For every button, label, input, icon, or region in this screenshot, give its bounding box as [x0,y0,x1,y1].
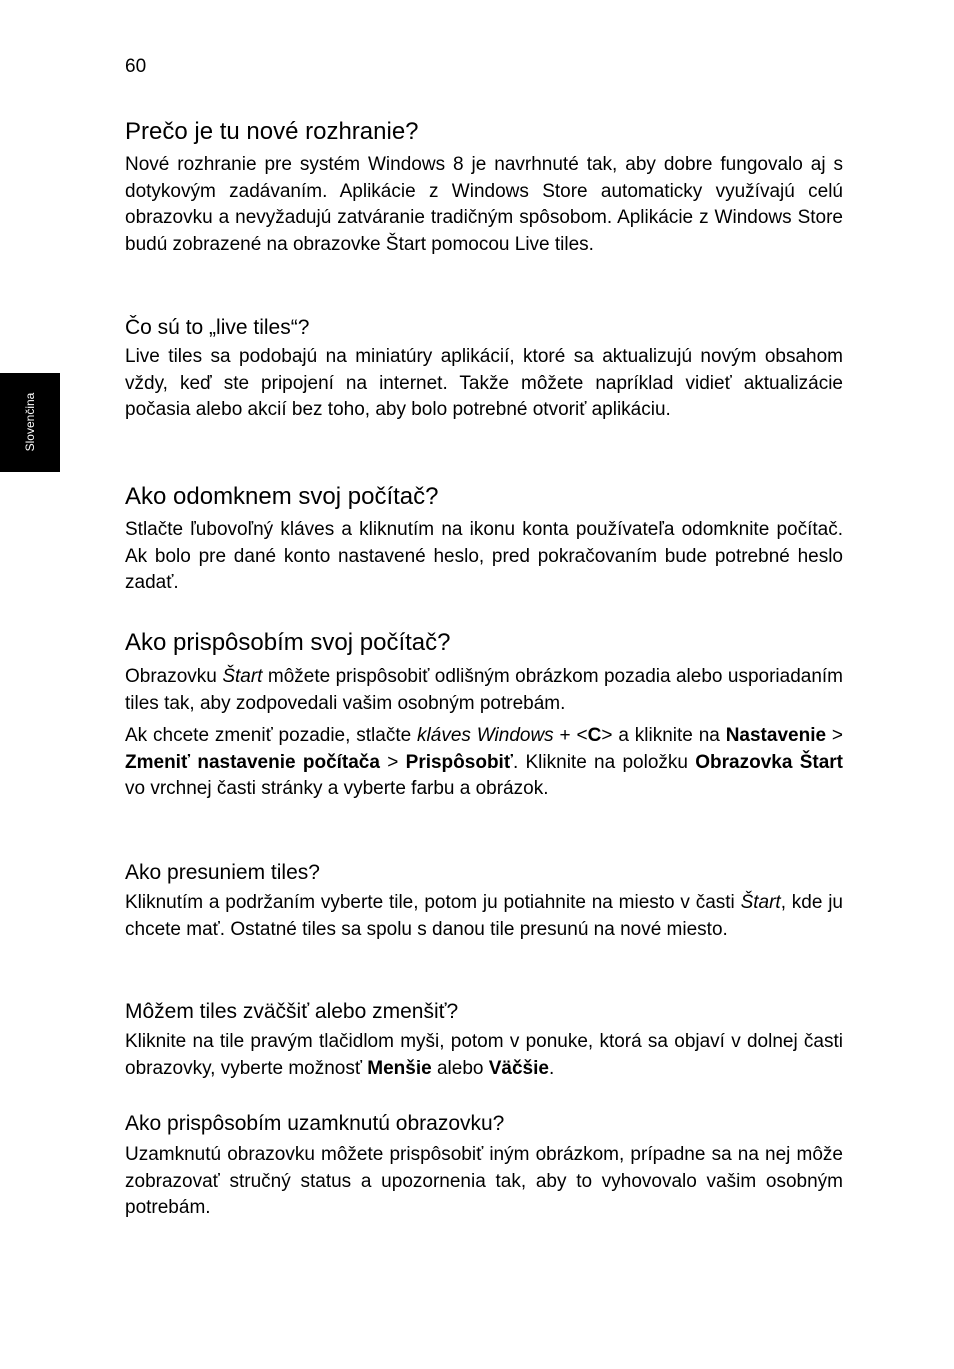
heading-unlock-computer: Ako odomknem svoj počítač? [125,483,439,510]
heading-new-interface: Prečo je tu nové rozhranie? [125,118,419,145]
paragraph-personalize-intro: Obrazovku Štart môžete prispôsobiť odlišným obrázkom pozadia alebo usporiadaním tiles tak, aby zodpovedali vašim osobným potrebám. [125,666,844,714]
paragraph-personalize-steps: Ak chcete zmeniť pozadie, stlačte kláves Windows + <C> a kliknite na Nastavenie > Zmeniť nastavenie počítača > Prispôsobiť. Kliknite na položku Obrazovka Štart vo vrchnej časti stránky a vyberte farbu a obrázok. [125,725,844,799]
heading-lock-screen: Ako prispôsobím uzamknutú obrazovku? [125,1112,505,1135]
paragraph-unlock-computer: Stlačte ľubovoľný kláves a kliknutím na ikonu konta používateľa odomknite počítač. Ak bolo pre dané konto nastavené heslo, pred pokračovaním bude potrebné heslo zadať. [125,519,843,593]
language-label: Slovenčina [23,392,37,452]
paragraph-new-interface: Nové rozhranie pre systém Windows 8 je navrhnuté tak, aby dobre fungovalo aj s dotykovým zadávaním. Aplikácie z Windows Store automaticky využívajú celú obrazovku a nevyžadujú zatváranie tradičným spôsobom. Aplikácie z Windows Store budú zobrazené na obrazovke Štart pomocou Live tiles. [125,154,843,255]
paragraph-move-tiles: Kliknutím a podržaním vyberte tile, potom ju potiahnite na miesto v časti Štart, kde ju chcete mať. Ostatné tiles sa spolu s danou tile presunú na nové miesto. [125,892,843,940]
page-number: 60 [125,56,147,77]
heading-live-tiles: Čo sú to „live tiles“? [125,316,310,339]
paragraph-lock-screen: Uzamknutú obrazovku môžete prispôsobiť iným obrázkom, prípadne sa na nej môže zobrazovať stručný status a upozornenia tak, aby to vyhovovalo vašim osobným potrebám. [125,1144,843,1218]
language-side-tab [0,373,60,472]
paragraph-live-tiles: Live tiles sa podobajú na miniatúry aplikácií, ktoré sa aktualizujú novým obsahom vždy, keď ste pripojení na internet. Takže môžete napríklad vidieť aktualizácie počasia alebo akcií bez toho, aby bolo potrebné otvoriť aplikáciu. [125,346,843,420]
paragraph-resize-tiles: Kliknite na tile pravým tlačidlom myši, potom v ponuke, ktorá sa objaví v dolnej časti obrazovky, vyberte možnosť Menšie alebo Väčšie. [125,1031,843,1079]
heading-personalize-computer: Ako prispôsobím svoj počítač? [125,629,451,656]
heading-move-tiles: Ako presuniem tiles? [125,861,320,884]
heading-resize-tiles: Môžem tiles zväčšiť alebo zmenšiť? [125,1000,459,1023]
